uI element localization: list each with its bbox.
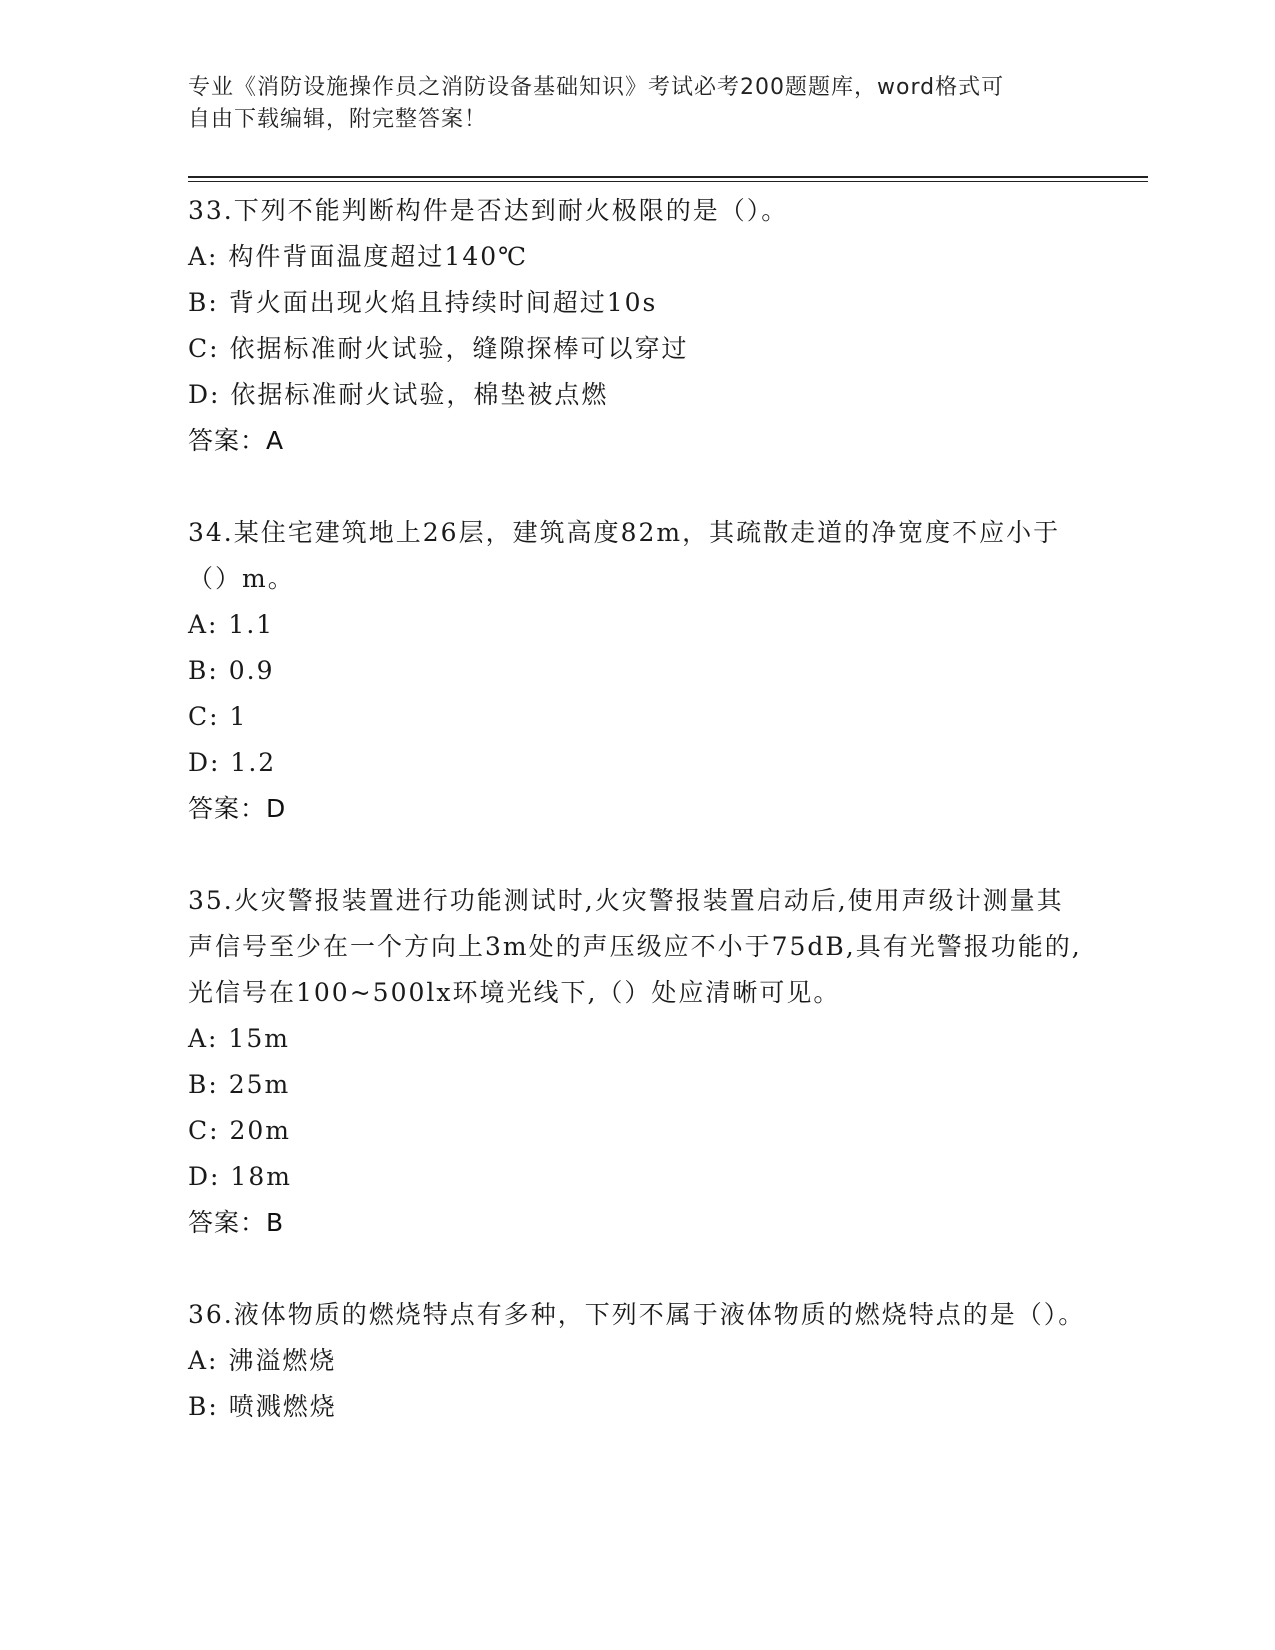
option-a: A: 15m [188, 1024, 290, 1053]
question-stem: 35.火灾警报装置进行功能测试时,火灾警报装置启动后,使用声级计测量其声信号至少在一个方向上3m处的声压级应不小于75dB,具有光警报功能的,光信号在100~500lx环境光线下,（）处应清晰可见。 [188, 886, 1082, 1007]
header-line-2: 自由下载编辑，附完整答案！ [188, 107, 488, 132]
option-d: D: 1.2 [188, 748, 277, 777]
option-a: A: 构件背面温度超过140℃ [188, 242, 529, 271]
header-rule-thick [188, 176, 1148, 178]
answer-label: 答案：A [188, 426, 285, 455]
option-b: B: 25m [188, 1070, 291, 1099]
header-line-1: 专业《消防设施操作员之消防设备基础知识》考试必考200题题库，word格式可 [188, 75, 1005, 100]
option-d: D: 18m [188, 1162, 292, 1191]
question-34 [188, 510, 1088, 832]
option-b: B: 喷溅燃烧 [188, 1392, 337, 1421]
option-d: D: 依据标准耐火试验，棉垫被点燃 [188, 380, 609, 409]
question-33 [188, 188, 1088, 464]
option-c: C: 1 [188, 702, 248, 731]
option-c: C: 依据标准耐火试验，缝隙探棒可以穿过 [188, 334, 689, 363]
answer-label: 答案：B [188, 1208, 285, 1237]
question-stem: 34.某住宅建筑地上26层，建筑高度82m，其疏散走道的净宽度不应小于（）m。 [188, 518, 1061, 593]
option-b: B: 背火面出现火焰且持续时间超过10s [188, 288, 658, 317]
header-rule-thin [188, 181, 1148, 182]
question-stem: 33.下列不能判断构件是否达到耐火极限的是（）。 [188, 196, 789, 225]
option-a: A: 沸溢燃烧 [188, 1346, 337, 1375]
question-stem: 36.液体物质的燃烧特点有多种，下列不属于液体物质的燃烧特点的是（）。 [188, 1300, 1086, 1329]
question-35 [188, 878, 1088, 1246]
option-a: A: 1.1 [188, 610, 275, 639]
option-b: B: 0.9 [188, 656, 275, 685]
answer-label: 答案：D [188, 794, 287, 823]
option-c: C: 20m [188, 1116, 292, 1145]
question-36 [188, 1292, 1088, 1430]
questions-list [188, 188, 1088, 1476]
document-header [188, 72, 1088, 136]
